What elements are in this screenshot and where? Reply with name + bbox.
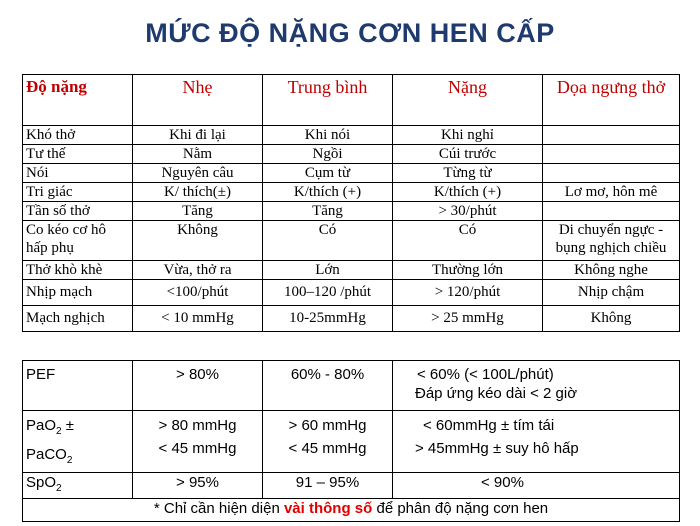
table-row xyxy=(23,473,680,499)
table-cell: Không xyxy=(133,221,263,261)
table-cell: Tăng xyxy=(133,202,263,221)
table-row xyxy=(23,280,680,306)
row-label: Tần số thở xyxy=(23,202,133,221)
table-cell: Nằm xyxy=(133,145,263,164)
table-cell: 91 – 95% xyxy=(263,473,393,499)
table-cell: K/ thích(±) xyxy=(133,183,263,202)
table-cell: Khi đi lại xyxy=(133,126,263,145)
table-row xyxy=(23,126,680,145)
table-cell: Không xyxy=(543,306,680,332)
table-cell: < 10 mmHg xyxy=(133,306,263,332)
table-cell: Nhịp chậm xyxy=(543,280,680,306)
table-cell: Di chuyển ngực - bụng nghịch chiều xyxy=(543,221,680,261)
row-label: SpO$_2$ xyxy=(23,473,133,499)
table-cell xyxy=(393,411,680,473)
header-cell: Độ nặng xyxy=(23,75,133,126)
table-cell: <100/phút xyxy=(133,280,263,306)
row-label: Co kéo cơ hô hấp phụ xyxy=(23,221,133,261)
table-cell: < 90% xyxy=(393,473,680,499)
pao2-label: PaO$_2$ ± xyxy=(26,417,74,437)
table-cell: > 25 mmHg xyxy=(393,306,543,332)
pao2-severe: < 60mmHg ± tím tái xyxy=(423,417,555,434)
table-row xyxy=(23,183,680,202)
table-cell: K/thích (+) xyxy=(393,183,543,202)
table-cell: Có xyxy=(393,221,543,261)
severity-lab-table xyxy=(22,360,680,522)
paco2-label: PaCO$_2$ xyxy=(26,446,73,466)
table-row xyxy=(23,411,680,473)
table-cell: Lơ mơ, hôn mê xyxy=(543,183,680,202)
table-cell: > 95% xyxy=(133,473,263,499)
table-cell: 100–120 /phút xyxy=(263,280,393,306)
table-cell: Vừa, thở ra xyxy=(133,261,263,280)
row-label: Mạch nghịch xyxy=(23,306,133,332)
table-cell: Không nghe xyxy=(543,261,680,280)
footnote-highlight: vài thông số xyxy=(283,500,373,517)
table-row xyxy=(23,261,680,280)
page-title: MỨC ĐỘ NẶNG CƠN HEN CẤP xyxy=(145,18,555,48)
paco2-moderate: < 45 mmHg xyxy=(288,440,367,457)
table-cell xyxy=(133,411,263,473)
table-row xyxy=(23,306,680,332)
table-cell: > 30/phút xyxy=(393,202,543,221)
table-row xyxy=(23,164,680,183)
footnote-row xyxy=(23,499,680,522)
table-cell xyxy=(393,361,680,411)
table-cell: Từng từ xyxy=(393,164,543,183)
row-label: Tri giác xyxy=(23,183,133,202)
footnote: * Chỉ cần hiện diện vài thông số để phân độ nặng cơn hen xyxy=(23,499,680,522)
table-cell xyxy=(263,411,393,473)
table-cell: > 120/phút xyxy=(393,280,543,306)
table-cell: Cụm từ xyxy=(263,164,393,183)
table-cell: > 80% xyxy=(133,361,263,411)
row-label xyxy=(23,411,133,473)
header-cell: Dọa ngưng thở xyxy=(543,75,680,126)
table-cell: 60% - 80% xyxy=(263,361,393,411)
pao2-mild: > 80 mmHg xyxy=(158,417,237,434)
row-label: Thở khò khè xyxy=(23,261,133,280)
paco2-mild: < 45 mmHg xyxy=(158,440,237,457)
header-cell: Nhẹ xyxy=(133,75,263,126)
severity-clinical-table xyxy=(22,74,680,332)
row-label: PEF xyxy=(23,361,133,411)
pef-severe-line: Đáp ứng kéo dài < 2 giờ xyxy=(415,385,578,402)
table-cell: Thường lớn xyxy=(393,261,543,280)
table-cell: K/thích (+) xyxy=(263,183,393,202)
row-label: Nhịp mạch xyxy=(23,280,133,306)
table-cell: Có xyxy=(263,221,393,261)
table-cell: Ngồi xyxy=(263,145,393,164)
table-cell xyxy=(543,145,680,164)
row-label: Khó thở xyxy=(23,126,133,145)
row-label: Tư thế xyxy=(23,145,133,164)
paco2-severe: > 45mmHg ± suy hô hấp xyxy=(415,440,579,457)
table-cell xyxy=(543,126,680,145)
table-row xyxy=(23,145,680,164)
pao2-moderate: > 60 mmHg xyxy=(288,417,367,434)
header-cell: Nặng xyxy=(393,75,543,126)
table-row xyxy=(23,202,680,221)
table-cell: Tăng xyxy=(263,202,393,221)
table-cell: Nguyên câu xyxy=(133,164,263,183)
header-cell: Trung bình xyxy=(263,75,393,126)
table-cell: 10-25mmHg xyxy=(263,306,393,332)
pef-severe-line: < 60% (< 100L/phút) xyxy=(417,366,554,383)
table-row xyxy=(23,221,680,261)
table-cell xyxy=(543,164,680,183)
header-row xyxy=(23,75,680,126)
table-cell: Lớn xyxy=(263,261,393,280)
table-cell: Cúi trước xyxy=(393,145,543,164)
table-cell: Khi nghỉ xyxy=(393,126,543,145)
row-label: Nói xyxy=(23,164,133,183)
table-row xyxy=(23,361,680,411)
table-cell xyxy=(543,202,680,221)
table-cell: Khi nói xyxy=(263,126,393,145)
